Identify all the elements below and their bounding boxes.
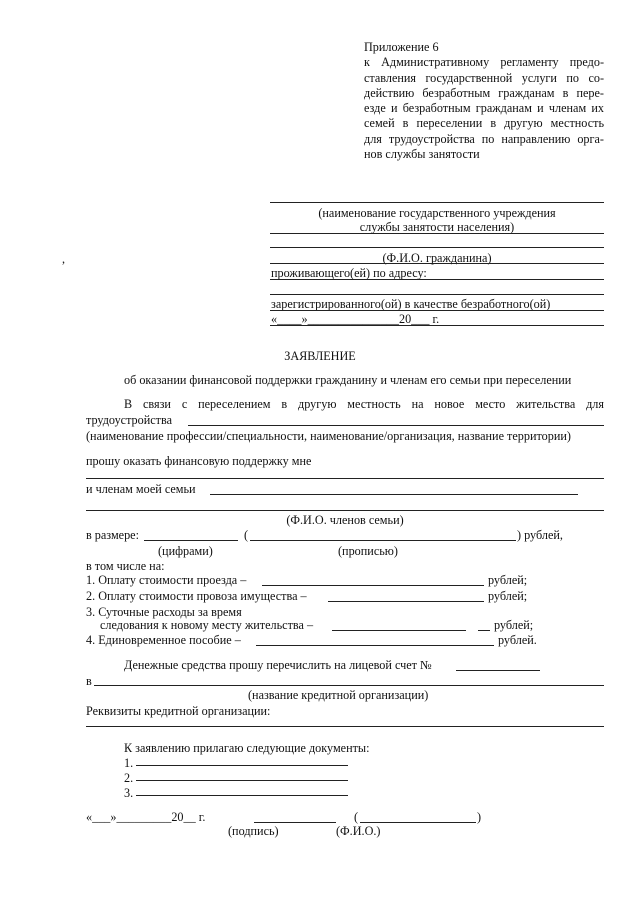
item3-unit: рублей; [494,618,534,632]
annex-line: езде и безработным гражданам и членам их [364,101,604,116]
institution-caption: (наименование государственного учреждения [318,206,556,220]
account-field[interactable] [456,670,540,671]
employment-field[interactable] [188,425,604,426]
item4-unit: рублей. [498,633,537,647]
family-field[interactable] [210,494,578,495]
attachment-number: 3. [124,786,134,800]
registered-label: зарегистрированного(ой) в качестве безработного(ой) [271,297,551,311]
attachment-field[interactable] [136,780,348,781]
residing-label: проживающего(ей) по адресу: [271,266,427,280]
signature-date: «___»_________20__ г. [86,810,206,824]
institution-line[interactable] [270,233,604,234]
signature-fio-field[interactable] [360,822,476,823]
attachment-field[interactable] [136,765,348,766]
employment-caption: (наименование профессии/специальности, наименование/организация, название территории) [86,429,571,443]
in-label: в [86,674,92,688]
bank-details-label: Реквизиты кредитной организации: [86,704,271,718]
bank-caption: (название кредитной организации) [248,688,429,702]
words-caption: (прописью) [338,544,398,558]
employment-label: трудоустройства [86,413,172,427]
item2-label: 2. Оплату стоимости провоза имущества – [86,589,307,603]
fio-line[interactable] [270,263,604,264]
item3-field[interactable] [332,630,466,631]
fio-open-paren: ( [354,810,359,824]
amount-open-paren: ( [244,528,249,542]
item1-field[interactable] [262,585,484,586]
item1-unit: рублей; [488,573,528,587]
item3-label: следования к новому месту жительства – [100,618,314,632]
item1-label: 1. Оплату стоимости проезда – [86,573,247,587]
family-caption: (Ф.И.О. членов семьи) [286,513,404,527]
family-label: и членам моей семьи [86,482,196,496]
annex-line: для трудоустройства по направлению орга- [364,131,604,146]
institution-line[interactable] [270,202,604,203]
stray-mark: , [62,252,66,266]
annex-line: действию безработным гражданам в пере- [364,85,604,100]
item4-field[interactable] [256,645,494,646]
family-field[interactable] [86,510,604,511]
item4-label: 4. Единовременное пособие – [86,633,241,647]
item2-field[interactable] [328,601,484,602]
bank-details-field[interactable] [86,726,604,727]
annex-line: к Административному регламенту предо- [364,55,604,70]
amount-digits-field[interactable] [144,540,238,541]
request-line[interactable] [86,478,604,479]
registered-line[interactable] [270,310,604,311]
signature-field[interactable] [254,822,336,823]
attachment-field[interactable] [136,795,348,796]
amount-close: ) рублей, [517,528,563,542]
document-subtitle: об оказании финансовой поддержки гражданину и членам его семьи при переселении [124,373,572,387]
attachments-text: К заявлению прилагаю следующие документы: [124,741,370,755]
annex-title: Приложение 6 [364,40,439,54]
attachment-number: 1. [124,756,134,770]
request-text: прошу оказать финансовую поддержку мне [86,454,312,468]
institution-caption: службы занятости населения) [359,220,515,234]
document-title: ЗАЯВЛЕНИЕ [284,349,356,363]
intro-line: В связи с переселением в другую местность на новое место жительства для [124,397,604,411]
address-line[interactable] [270,294,604,295]
fio-line[interactable] [270,247,604,248]
including-label: в том числе на: [86,559,165,573]
address-line[interactable] [270,279,604,280]
registration-date: «____»_______________20___ г. [271,312,440,326]
transfer-text: Денежные средства прошу перечислить на лицевой счет № [124,658,432,672]
attachment-number: 2. [124,771,134,785]
bank-field[interactable] [94,685,604,686]
amount-label: в размере: [86,528,139,542]
annex-line: ставления государственной услуги по со- [364,70,604,85]
fio-sign-caption: (Ф.И.О.) [336,824,381,838]
annex-block [364,40,604,162]
signature-caption: (подпись) [228,824,279,838]
item2-unit: рублей; [488,589,528,603]
item3-field[interactable] [478,630,490,631]
annex-line: нов службы занятости [364,147,480,162]
date-underline [270,325,604,326]
amount-words-field[interactable] [250,540,516,541]
fio-caption: (Ф.И.О. гражданина) [382,251,492,265]
digits-caption: (цифрами) [158,544,213,558]
annex-line: семей в переселении в другую местность [364,116,604,131]
fio-close-paren: ) [477,810,482,824]
item3-label: 3. Суточные расходы за время [86,605,242,619]
